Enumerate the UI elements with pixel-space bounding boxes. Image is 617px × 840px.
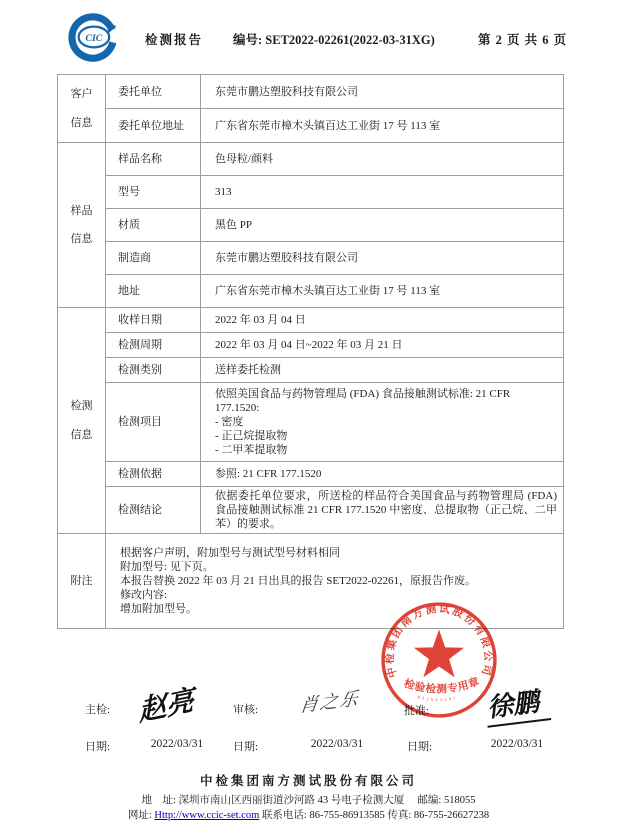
svg-text:检验检测专用章 bbox=[402, 675, 481, 696]
field-label: 样品名称 bbox=[106, 143, 201, 176]
inspector-signature: 赵亮 bbox=[137, 685, 195, 728]
table-row bbox=[58, 242, 564, 275]
report-table bbox=[57, 74, 564, 629]
field-label: 检测结论 bbox=[106, 487, 201, 534]
field-value: 2022 年 03 月 04 日~2022 年 03 月 21 日 bbox=[201, 333, 564, 358]
date-label: 日期: bbox=[85, 741, 111, 753]
section-label-customer bbox=[58, 75, 106, 143]
field-label: 制造商 bbox=[106, 242, 201, 275]
field-value: 2022 年 03 月 04 日 bbox=[201, 308, 564, 333]
table-row bbox=[58, 143, 564, 176]
field-value: 送样委托检测 bbox=[201, 358, 564, 383]
field-value: 广东省东莞市樟木头镇百达工业街 17 号 113 室 bbox=[201, 109, 564, 143]
table-row bbox=[58, 462, 564, 487]
report-number-label: 编号: bbox=[233, 33, 266, 47]
field-value: 东莞市鹏达塑胶科技有限公司 bbox=[201, 75, 564, 109]
table-row bbox=[58, 275, 564, 308]
field-value: 参照: 21 CFR 177.1520 bbox=[201, 462, 564, 487]
test-items-value: 依照美国食品与药物管理局 (FDA) 食品接触测试标准: 21 CFR 177.1520: - 密度 - 正己烷提取物 - 二甲苯提取物 bbox=[201, 383, 564, 462]
field-label: 检测依据 bbox=[106, 462, 201, 487]
field-value: 东莞市鹏达塑胶科技有限公司 bbox=[201, 242, 564, 275]
reviewer-role-label: 审核: bbox=[233, 704, 259, 716]
table-row bbox=[58, 333, 564, 358]
field-value: 黑色 PP bbox=[201, 209, 564, 242]
report-number-value: SET2022-02261(2022-03-31XG) bbox=[265, 33, 435, 47]
section-label-test bbox=[58, 308, 106, 534]
section-label-note bbox=[58, 534, 106, 629]
footer-contact-line bbox=[0, 807, 617, 822]
field-value: 广东省东莞市樟木头镇百达工业街 17 号 113 室 bbox=[201, 275, 564, 308]
website-label: 网址: bbox=[127, 810, 155, 821]
table-row bbox=[58, 358, 564, 383]
field-label: 收样日期 bbox=[106, 308, 201, 333]
table-row bbox=[58, 75, 564, 109]
ccic-logo-icon bbox=[66, 11, 120, 63]
page-indicator: 第 2 页 共 6 页 bbox=[478, 33, 568, 47]
seal-company-text: 中检集团南方测试股份有限公司 bbox=[384, 602, 494, 680]
footer-address-line: 地 址: 深圳市南山区西丽街道沙河路 43 号电子检测大厦 邮编: 518055 bbox=[141, 795, 476, 806]
table-row bbox=[58, 487, 564, 534]
field-label: 地址 bbox=[106, 275, 201, 308]
page-title: 检测报告 bbox=[145, 33, 204, 47]
field-label: 委托单位地址 bbox=[106, 109, 201, 143]
field-label: 检测周期 bbox=[106, 333, 201, 358]
company-seal-stamp bbox=[378, 599, 500, 721]
approver-signature: 徐鹏 bbox=[483, 680, 551, 728]
section-label-text: 客户信息 bbox=[70, 88, 93, 129]
field-label: 材质 bbox=[106, 209, 201, 242]
seal-serial-text: 832643207 bbox=[417, 694, 459, 703]
field-value: 色母粒/颜料 bbox=[201, 143, 564, 176]
website-link[interactable]: Http://www.ccic-set.com bbox=[154, 810, 260, 821]
section-label-sample bbox=[58, 143, 106, 308]
report-number bbox=[233, 30, 435, 48]
inspector-date: 2022/03/31 bbox=[150, 738, 204, 750]
table-row bbox=[58, 209, 564, 242]
approver-date: 2022/03/31 bbox=[490, 738, 544, 750]
logo-text: CIC bbox=[85, 33, 103, 45]
approver-role-label: 批准: bbox=[404, 705, 430, 717]
section-label-text: 检测信息 bbox=[70, 400, 93, 441]
field-value: 313 bbox=[201, 176, 564, 209]
field-label: 检测类别 bbox=[106, 358, 201, 383]
star-icon bbox=[414, 630, 464, 678]
inspector-role-label: 主检: bbox=[85, 704, 111, 716]
reviewer-signature: 肖之乐 bbox=[298, 688, 361, 716]
field-label: 检测项目 bbox=[106, 383, 201, 462]
section-label-text: 样品信息 bbox=[70, 204, 93, 245]
field-label: 委托单位 bbox=[106, 75, 201, 109]
table-row bbox=[58, 383, 564, 462]
footer-company-name: 中检集团南方测试股份有限公司 bbox=[199, 774, 417, 788]
note-text: 根据客户声明，附加型号与测试型号材料相同 附加型号: 见下页。 本报告替换 2022 年 03 月 21 日出具的报告 SET2022-02261，原报告作废。 修改内容: 增加附加型号。 bbox=[106, 534, 564, 629]
seal-label-text: 检验检测专用章 bbox=[402, 675, 482, 696]
date-label: 日期: bbox=[407, 741, 433, 753]
reviewer-date: 2022/03/31 bbox=[310, 738, 364, 750]
svg-text:832643207 bbox=[417, 694, 458, 702]
test-conclusion-value: 依据委托单位要求，所送检的样品符合美国食品与药物管理局 (FDA) 食品接触测试标准 21 CFR 177.1520 中密度、总提取物（正己烷、二甲苯）的要求。 bbox=[201, 487, 564, 534]
section-label-text: 附注 bbox=[70, 574, 93, 587]
table-row bbox=[58, 109, 564, 143]
table-row bbox=[58, 308, 564, 333]
footer-contact-text: 联系电话: 86-755-86913585 传真: 86-755-26627238 bbox=[259, 810, 490, 821]
table-row bbox=[58, 176, 564, 209]
date-label: 日期: bbox=[233, 741, 259, 753]
field-label: 型号 bbox=[106, 176, 201, 209]
